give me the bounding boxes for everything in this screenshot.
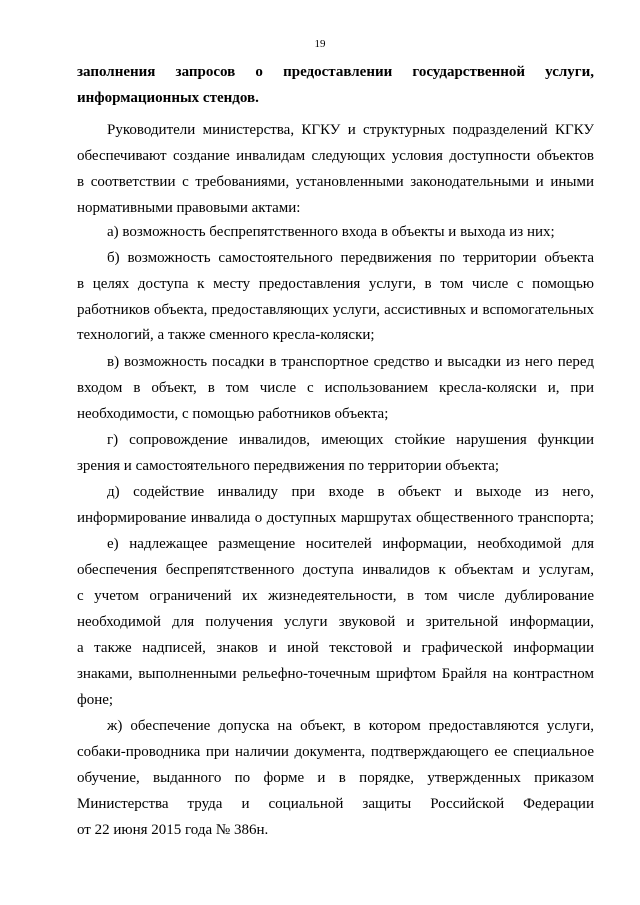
- text-line: фоне;: [77, 692, 114, 708]
- text-line: г) сопровождение инвалидов, имеющих стойкие нарушения функции: [107, 432, 594, 448]
- text-line: Министерства труда и социальной защиты Российской Федерации: [77, 796, 594, 812]
- text-line: зрения и самостоятельного передвижения по территории объекта;: [77, 458, 500, 474]
- text-line: с учетом ограничений их жизнедеятельности, в том числе дублирование: [77, 588, 594, 604]
- text-line: в целях доступа к месту предоставления услуги, в том числе с помощью: [77, 276, 594, 292]
- text-line: обеспечивают создание инвалидам следующих условия доступности объектов: [77, 148, 594, 164]
- text-line: знаками, выполненными рельефно-точечным шрифтом Брайля на контрастном: [77, 666, 594, 682]
- text-line: Руководители министерства, КГКУ и структурных подразделений КГКУ: [107, 122, 594, 138]
- text-line: ж) обеспечение допуска на объект, в котором предоставляются услуги,: [107, 718, 594, 734]
- text-line: информационных стендов.: [77, 90, 259, 106]
- text-line: от 22 июня 2015 года № 386н.: [77, 822, 269, 838]
- text-line: информирование инвалида о доступных маршрутах общественного транспорта;: [77, 510, 594, 526]
- text-line: входом в объект, в том числе с использованием кресла-коляски и, при: [77, 380, 594, 396]
- text-line: д) содействие инвалиду при входе в объект и выходе из него,: [107, 484, 594, 500]
- text-line: нормативными правовыми актами:: [77, 200, 301, 216]
- text-line: обучение, выданного по форме и в порядке, утвержденных приказом: [77, 770, 594, 786]
- text-line: необходимости, с помощью работников объекта;: [77, 406, 389, 422]
- text-line: б) возможность самостоятельного передвижения по территории объекта: [107, 250, 594, 266]
- text-line: заполнения запросов о предоставлении государственной услуги,: [77, 64, 594, 80]
- text-line: технологий, а также сменного кресла-коляски;: [77, 327, 375, 343]
- text-line: работников объекта, предоставляющих услуги, ассистивных и вспомогательных: [77, 302, 594, 318]
- text-line: е) надлежащее размещение носителей информации, необходимой для: [107, 536, 594, 552]
- text-line: собаки-проводника при наличии документа, подтверждающего ее специальное: [77, 744, 594, 760]
- text-line: а) возможность беспрепятственного входа в объекты и выхода из них;: [107, 224, 555, 240]
- text-line: в) возможность посадки в транспортное средство и высадки из него перед: [107, 354, 594, 370]
- text-line: в соответствии с требованиями, установленными законодательными и иными: [77, 174, 594, 190]
- text-line: обеспечения беспрепятственного доступа инвалидов к объектам и услугам,: [77, 562, 594, 578]
- page-number: 19: [314, 38, 326, 50]
- text-line: необходимой для получения услуги звуковой и зрительной информации,: [77, 614, 594, 630]
- text-line: а также надписей, знаков и иной текстовой и графической информации: [77, 640, 594, 656]
